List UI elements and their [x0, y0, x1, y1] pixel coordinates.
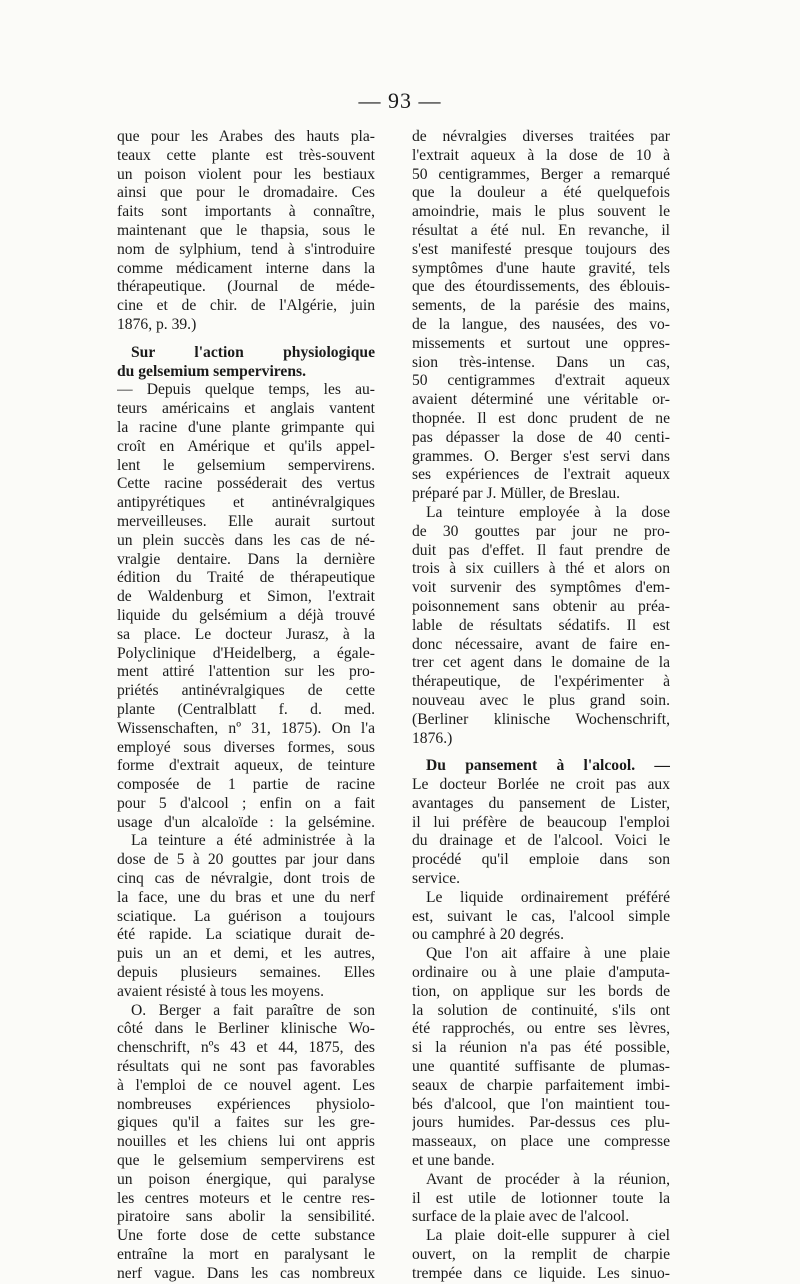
- text-line: employé sous diverses formes, sous: [117, 738, 375, 756]
- text-line: une quantité suffisante de plumas-: [412, 1058, 670, 1076]
- text-line: entraîne la mort en paralysant le: [117, 1246, 375, 1264]
- text-line: O. Berger a fait paraître de son: [131, 1001, 375, 1019]
- text-line: un plein succès dans les cas de né-: [117, 531, 375, 549]
- text-line: plante (Centralblatt f. d. med.: [117, 700, 375, 718]
- text-line: missements et surtout une oppres-: [412, 334, 670, 352]
- text-line: si la réunion n'a pas été possible,: [412, 1039, 670, 1057]
- text-line: un poison énergique, qui paralyse: [117, 1170, 375, 1188]
- text-line: de névralgies diverses traitées par: [412, 128, 670, 145]
- text-line: dose de 5 à 20 gouttes par jour dans: [117, 851, 375, 869]
- left-column: [117, 128, 375, 1284]
- text-line: trer cet agent dans le domaine de la: [412, 654, 670, 672]
- text-line: résultat a été nul. En revanche, il: [412, 221, 670, 239]
- text-line: composée de 1 partie de racine: [117, 776, 375, 794]
- text-line: Que l'on ait affaire à une plaie: [426, 945, 670, 963]
- section-heading-line: Sur l'action physiologique: [131, 343, 375, 361]
- text-line: sciatique. La guérison a toujours: [117, 907, 375, 925]
- text-line: 1876.): [412, 729, 453, 747]
- text-line: et une bande.: [412, 1152, 495, 1170]
- text-line: il est utile de lotionner toute la: [412, 1189, 670, 1207]
- text-line: grammes. O. Berger s'est servi dans: [412, 447, 670, 465]
- text-line: puis un an et demi, et les autres,: [117, 945, 375, 963]
- text-line: thérapeutique, de l'expérimenter à: [412, 673, 670, 691]
- text-line: que le gelsemium sempervirens est: [117, 1152, 375, 1170]
- text-line: les centres moteurs et le centre res-: [117, 1189, 375, 1207]
- text-line: 50 centigrammes, Berger a remarqué: [412, 165, 670, 183]
- text-line: préparé par J. Müller, de Breslau.: [412, 485, 621, 503]
- text-line: Avant de procéder à la réunion,: [426, 1170, 670, 1188]
- text-line: nerf vague. Dans les cas nombreux: [117, 1264, 375, 1282]
- text-line: thérapeutique. (Journal de méde-: [117, 278, 375, 296]
- text-line: lent le gelsemium sempervirens.: [117, 456, 375, 474]
- paragraph-gap: [117, 335, 375, 344]
- text-line: depuis plusieurs semaines. Elles: [117, 964, 375, 982]
- text-line: la racine d'une plante grimpante qui: [117, 418, 375, 436]
- text-line: édition du Traité de thérapeutique: [117, 569, 375, 587]
- text-line: pour 5 d'alcool ; enfin on a fait: [117, 794, 375, 812]
- text-line: maintenant que le thapsia, sous le: [117, 221, 375, 239]
- text-line: de 30 gouttes par jour ne pro-: [412, 522, 670, 540]
- text-line: il lui préfère de beaucoup l'emploi: [412, 813, 670, 831]
- text-line: Cette racine posséderait des vertus: [117, 475, 375, 493]
- text-line: nombreuses expériences physiolo-: [117, 1095, 375, 1113]
- section-heading-line: Du pansement à l'alcool. —: [426, 757, 670, 775]
- text-line: forme d'extrait aqueux, de teinture: [117, 757, 375, 775]
- text-line: pas dépasser la dose de 40 centi-: [412, 428, 670, 446]
- text-line: croît en Amérique et qu'ils appel-: [117, 437, 375, 455]
- text-line: antipyrétiques et antinévralgiques: [117, 494, 375, 512]
- text-line: La plaie doit-elle suppurer à ciel: [426, 1227, 670, 1245]
- text-line: à l'emploi de ce nouvel agent. Les: [117, 1076, 375, 1094]
- text-line: avaient déterminé une véritable or-: [412, 391, 670, 409]
- text-line: teurs américains et anglais vantent: [117, 400, 375, 418]
- text-line: cinq cas de névralgie, dont trois de: [117, 870, 375, 888]
- text-line: voit survenir des symptômes d'em-: [412, 579, 670, 597]
- text-line: que des étourdissements, des éblouis-: [412, 278, 670, 296]
- page-number: — 93 —: [358, 88, 442, 113]
- text-line: été rapide. La sciatique durait de-: [117, 926, 375, 944]
- text-line: nom de sylphium, tend à s'introduire: [117, 240, 375, 258]
- text-line: poisonnement sans obtenir au préa-: [412, 597, 670, 615]
- text-line: ment attiré l'attention sur les pro-: [117, 663, 375, 681]
- text-line: du drainage et de l'alcool. Voici le: [412, 832, 670, 850]
- text-line: Le docteur Borlée ne croit pas aux: [412, 776, 670, 794]
- text-line: symptômes d'une haute gravité, tels: [412, 259, 670, 277]
- text-line: ainsi que pour le dromadaire. Ces: [117, 184, 375, 202]
- text-line: trempée dans ce liquide. Les sinuo-: [412, 1264, 670, 1282]
- text-line: est, suivant le cas, l'alcool simple: [412, 907, 670, 925]
- right-column: [412, 128, 670, 1284]
- text-line: résultats qui ne sont pas favorables: [117, 1058, 375, 1076]
- text-line: nouilles et les chiens lui ont appris: [117, 1133, 375, 1151]
- text-line: lable de résultats sédatifs. Il est: [412, 616, 670, 634]
- text-line: — Depuis quelque temps, les au-: [117, 381, 375, 399]
- text-line: de Waldenburg et Simon, l'extrait: [117, 588, 375, 606]
- text-line: l'extrait aqueux à la dose de 10 à: [412, 146, 670, 164]
- text-line: la solution de continuité, s'ils ont: [412, 1001, 670, 1019]
- text-line: chenschrift, nºs 43 et 44, 1875, des: [117, 1039, 375, 1057]
- text-line: nouveau avec le plus grand soin.: [412, 691, 670, 709]
- text-line: un poison violent pour les bestiaux: [117, 165, 375, 183]
- text-line: piratoire sans abolir la sensibilité.: [117, 1208, 375, 1226]
- text-line: faits sont importants à connaître,: [117, 203, 375, 221]
- text-line: Wissenschaften, nº 31, 1875). On l'a: [117, 719, 375, 737]
- text-line: que la douleur a été quelquefois: [412, 184, 670, 202]
- text-line: côté dans le Berliner klinische Wo-: [117, 1020, 375, 1038]
- text-line: trois à six cuillers à thé et alors on: [412, 560, 670, 578]
- text-line: sa place. Le docteur Jurasz, à la: [117, 625, 375, 643]
- paragraph-gap: [412, 748, 670, 757]
- text-line: giques qu'il a faites sur les gre-: [117, 1114, 375, 1132]
- text-line: La teinture employée à la dose: [426, 503, 670, 521]
- text-line: teaux cette plante est très-souvent: [117, 146, 375, 164]
- text-line: Une forte dose de cette substance: [117, 1227, 375, 1245]
- text-line: procédé qu'il emploie dans son: [412, 851, 670, 869]
- text-line: amoindrie, mais le plus souvent le: [412, 203, 670, 221]
- text-line: ouvert, on la remplit de charpie: [412, 1246, 670, 1264]
- text-line: vralgie dentaire. Dans la dernière: [117, 550, 375, 568]
- text-line: cine et de chir. de l'Algérie, juin: [117, 297, 375, 315]
- text-line: Le liquide ordinairement préféré: [426, 888, 670, 906]
- text-line: duit pas d'effet. Il faut prendre de: [412, 541, 670, 559]
- text-line: merveilleuses. Elle aurait surtout: [117, 512, 375, 530]
- text-line: donc nécessaire, avant de faire en-: [412, 635, 670, 653]
- text-line: La teinture a été administrée à la: [131, 832, 375, 850]
- text-line: (Berliner klinische Wochenschrift,: [412, 710, 670, 728]
- text-line: sements, de la parésie des mains,: [412, 297, 670, 315]
- text-line: sion très-intense. Dans un cas,: [412, 353, 670, 371]
- text-line: Polyclinique d'Heidelberg, a égale-: [117, 644, 375, 662]
- text-line: jours humides. Par-dessus ces plu-: [412, 1114, 670, 1132]
- section-heading-line: du gelsemium sempervirens.: [117, 362, 306, 380]
- text-line: usage d'un alcaloïde : la gelsémine.: [117, 813, 375, 831]
- text-line: bés d'alcool, que l'on maintient tou-: [412, 1095, 670, 1113]
- text-line: la face, une du bras et une du nerf: [117, 888, 375, 906]
- text-line: de la langue, des nausées, des vo-: [412, 315, 670, 333]
- text-line: comme médicament interne dans la: [117, 259, 375, 277]
- text-line: que pour les Arabes des hauts pla-: [117, 128, 375, 145]
- text-line: avantages du pansement de Lister,: [412, 794, 670, 812]
- text-line: ses expériences de l'extrait aqueux: [412, 466, 670, 484]
- text-line: seaux de charpie parfaitement imbi-: [412, 1076, 670, 1094]
- text-line: masseaux, on place une compresse: [412, 1133, 670, 1151]
- text-line: 50 centigrammes d'extrait aqueux: [412, 372, 670, 390]
- text-line: ou camphré à 20 degrés.: [412, 926, 564, 944]
- text-line: s'est manifesté presque toujours des: [412, 240, 670, 258]
- text-line: surface de la plaie avec de l'alcool.: [412, 1208, 630, 1226]
- text-line: liquide du gelsémium a déjà trouvé: [117, 606, 375, 624]
- text-line: priétés antinévralgiques de cette: [117, 682, 375, 700]
- text-line: service.: [412, 870, 461, 888]
- text-line: 1876, p. 39.): [117, 315, 197, 333]
- text-line: été rapprochés, ou entre ses lèvres,: [412, 1020, 670, 1038]
- text-line: tion, on applique sur les bords de: [412, 982, 670, 1000]
- text-line: ordinaire ou à une plaie d'amputa-: [412, 964, 670, 982]
- text-line: avaient résisté à tous les moyens.: [117, 982, 324, 1000]
- text-line: thopnée. Il est donc prudent de ne: [412, 409, 670, 427]
